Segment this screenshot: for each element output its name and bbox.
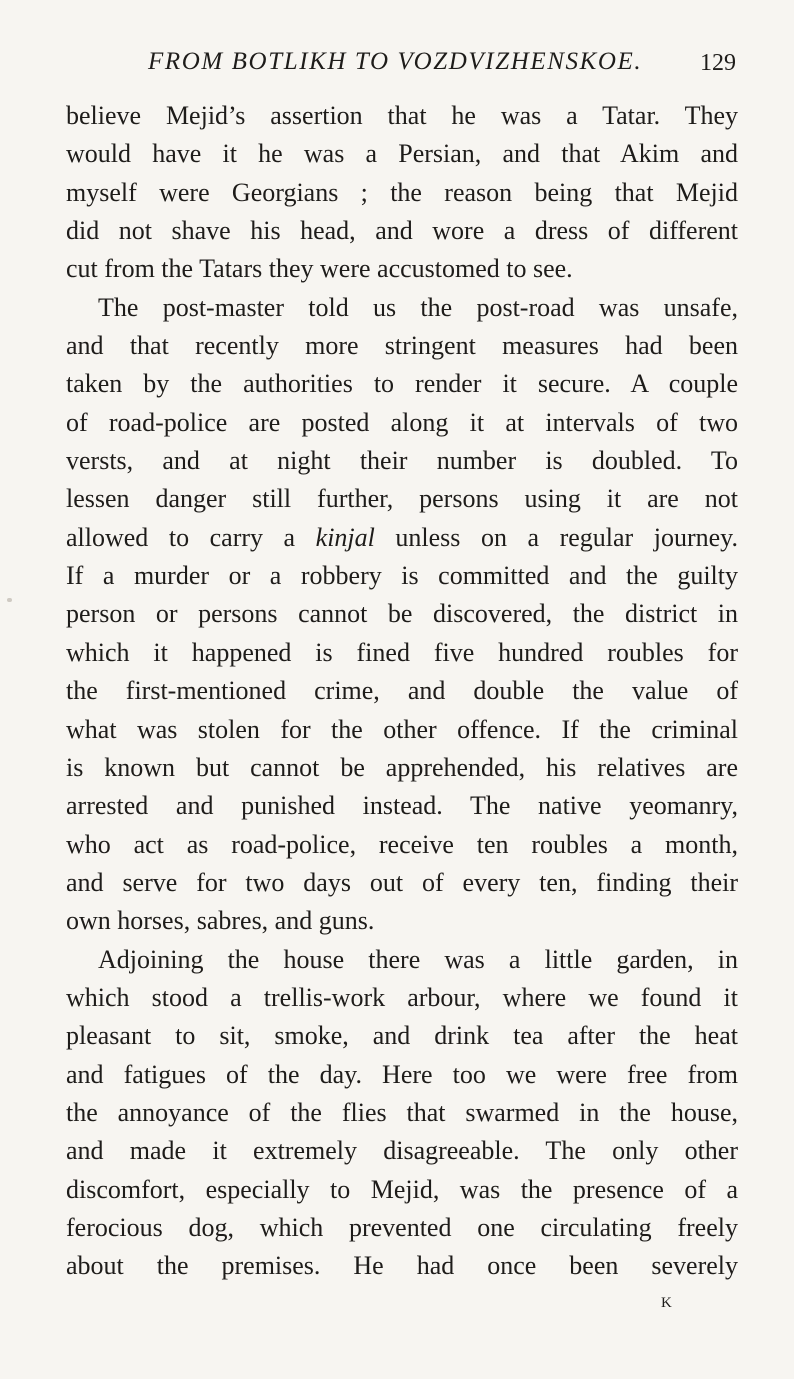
text-line: did not shave his head, and wore a dress of different xyxy=(66,216,738,246)
text-line: the first-mentioned crime, and double the value of xyxy=(66,676,738,706)
paragraph-start-line: The post-master told us the post-road was unsafe, xyxy=(98,292,738,322)
text-line: person or persons cannot be discovered, the district in xyxy=(66,599,738,629)
paper-speck xyxy=(7,598,12,602)
text-segment: unless on a regular journey. xyxy=(374,522,738,552)
signature-mark: K xyxy=(661,1295,673,1311)
text-line: believe Mejid’s assertion that he was a Tatar. They xyxy=(66,101,738,130)
text-line: the annoyance of the flies that swarmed in the house, xyxy=(66,1097,738,1127)
text-line: arrested and punished instead. The native yeomanry, xyxy=(66,791,738,821)
text-line: If a murder or a robbery is committed and the guilty xyxy=(66,561,738,591)
text-line: taken by the authorities to render it secure. A couple xyxy=(66,369,738,399)
text-line-with-italic xyxy=(66,519,738,557)
text-line: of road-police are posted along it at intervals of two xyxy=(66,407,738,437)
text-line: which stood a trellis-work arbour, where we found it xyxy=(66,982,738,1012)
text-segment: allowed to carry a xyxy=(66,522,316,552)
text-line: which it happened is fined five hundred roubles for xyxy=(66,637,738,667)
text-line: and fatigues of the day. Here too we were free from xyxy=(66,1059,738,1089)
text-line: what was stolen for the other offence. If the criminal xyxy=(66,714,738,744)
text-line: cut from the Tatars they were accustomed to see. xyxy=(66,254,573,284)
text-line: and made it extremely disagreeable. The only other xyxy=(66,1136,738,1166)
text-line: ferocious dog, which prevented one circulating freely xyxy=(66,1212,738,1242)
text-line: myself were Georgians ; the reason being that Mejid xyxy=(66,177,738,207)
text-line: and that recently more stringent measures had been xyxy=(66,331,738,361)
text-line: is known but cannot be apprehended, his relatives are xyxy=(66,752,738,782)
text-line: would have it he was a Persian, and that Akim and xyxy=(66,139,738,169)
paragraph-start-line: Adjoining the house there was a little garden, in xyxy=(98,944,738,974)
italic-word: kinjal xyxy=(315,522,375,552)
body-text xyxy=(66,97,738,1286)
text-line: own horses, sabres, and guns. xyxy=(66,906,375,936)
text-line: versts, and at night their number is doubled. To xyxy=(66,446,738,476)
running-head xyxy=(66,48,738,82)
text-line: and serve for two days out of every ten, finding their xyxy=(66,867,738,897)
page-number: 129 xyxy=(700,50,736,76)
text-line: lessen danger still further, persons using it are not xyxy=(66,484,738,514)
text-line: who act as road-police, receive ten roubles a month, xyxy=(66,829,738,859)
text-line: about the premises. He had once been severely xyxy=(66,1251,738,1281)
text-line: pleasant to sit, smoke, and drink tea after the heat xyxy=(66,1021,738,1051)
running-title: FROM BOTLIKH TO VOZDVIZHENSKOE. xyxy=(148,48,643,75)
text-line: discomfort, especially to Mejid, was the presence of a xyxy=(66,1174,738,1204)
